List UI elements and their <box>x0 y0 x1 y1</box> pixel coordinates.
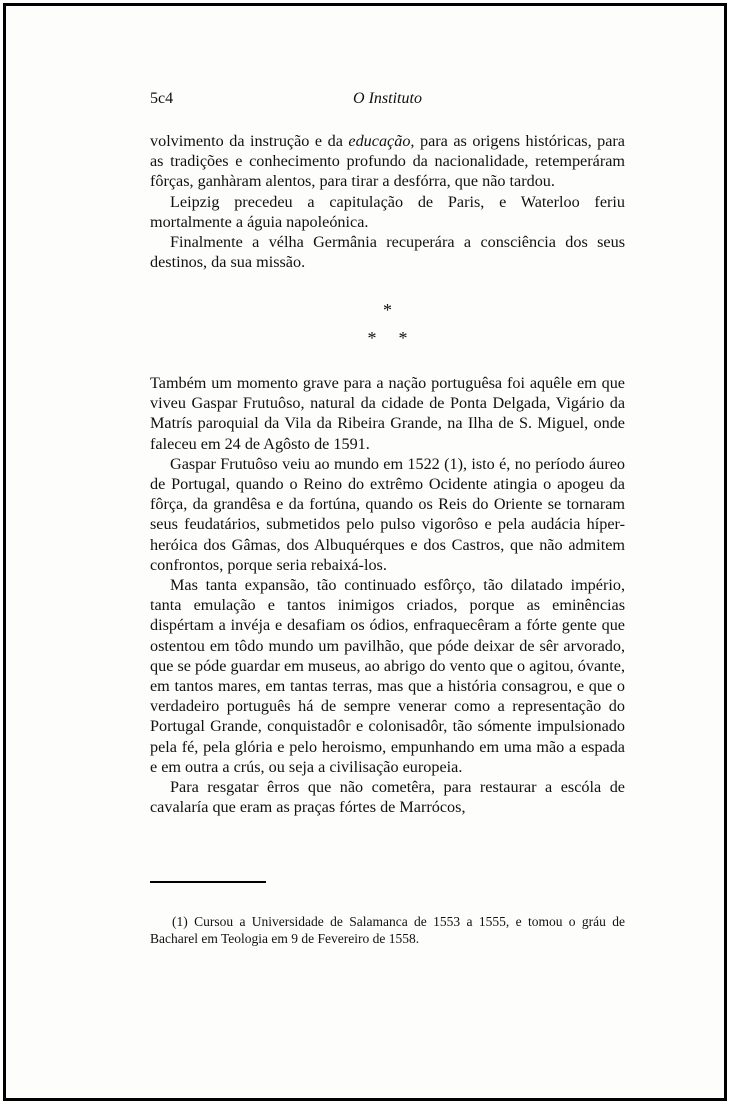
body-text-bottom <box>150 373 625 817</box>
paragraph: Leipzig precedeu a capitulação de Paris, e Waterloo feriu mortalmente a águia napoleónica. <box>150 192 625 231</box>
paragraph: Finalmente a vélha Germânia recuperára a consciência dos seus destinos, da sua missão. <box>150 233 625 272</box>
paragraph: Para resgatar êrros que não cometêra, para restaurar a escóla de cavalaría que eram as praças fórtes de Marrócos, <box>150 778 625 817</box>
page-number: 5c4 <box>150 90 174 107</box>
footnote: (1) Cursou a Universidade de Salamanca de 1553 a 1555, e tomou o gráu de Bacharel em Teologia em 9 de Fevereiro de 1558. <box>150 914 625 946</box>
paragraph: Gaspar Frutuôso veiu ao mundo em 1522 (1), isto é, no período áureo de Portugal, quando o Reino do extrêmo Ocidente atingia o apogeu da fôrça, da grandêsa e da fortúna, quando os Reis do Oriente se tornaram seus feudatários, submetidos pelo pulso vigorôso e pela audácia híper-heróica dos Gâmas, dos Albuquérques e dos Castros, que não admitem confrontos, porque seria rebaixá-los. <box>150 454 625 574</box>
paragraph: Mas tanta expansão, tão continuado esfôrço, tão dilatado império, tanta emulação e tantos inimigos criados, porque as eminências dispértam a invéja e desafiam os ódios, enfraquecêram a fórte gente que ostentou em tôdo mundo um pavilhão, que póde deixar de sêr arvorado, que se póde guardar em museus, ao abrigo do vento que o agitou, óvante, em tantos mares, em tantas terras, mas que a história consagrou, e que o verdadeiro português há de sempre venerar como a representação do Portugal Grande, conquistadôr e colonisadôr, tão sómente impulsionado pela fé, pela glória e pelo heroismo, empunhando em uma mão a espada e em outra a crús, ou seja a civilisação europeia. <box>150 576 625 776</box>
emphasis: educação, <box>348 132 415 150</box>
footnotes <box>150 913 625 947</box>
asterism-divider <box>150 301 625 347</box>
paragraph: volvimento da instrução e da educação, para as origens históricas, para as tradições e conhecimento profundo da nacionalidade, retemperáram fôrças, ganhàram alentos, para tirar a desfórra, que não tardou. <box>150 132 625 191</box>
asterism-top: * <box>383 300 392 320</box>
footnote-separator <box>150 881 266 883</box>
running-title: O Instituto <box>353 90 422 107</box>
asterism-bottom: ** <box>367 328 430 348</box>
page-header <box>150 90 625 114</box>
body-text-top <box>150 131 625 272</box>
paragraph: Também um momento grave para a nação portuguêsa foi aquêle em que viveu Gaspar Frutuôso, natural da cidade de Ponta Delgada, Vigário da Matrís paroquial da Vila da Ribeira Grande, na Ilha de S. Miguel, onde faleceu em 24 de Agôsto de 1591. <box>150 374 625 453</box>
